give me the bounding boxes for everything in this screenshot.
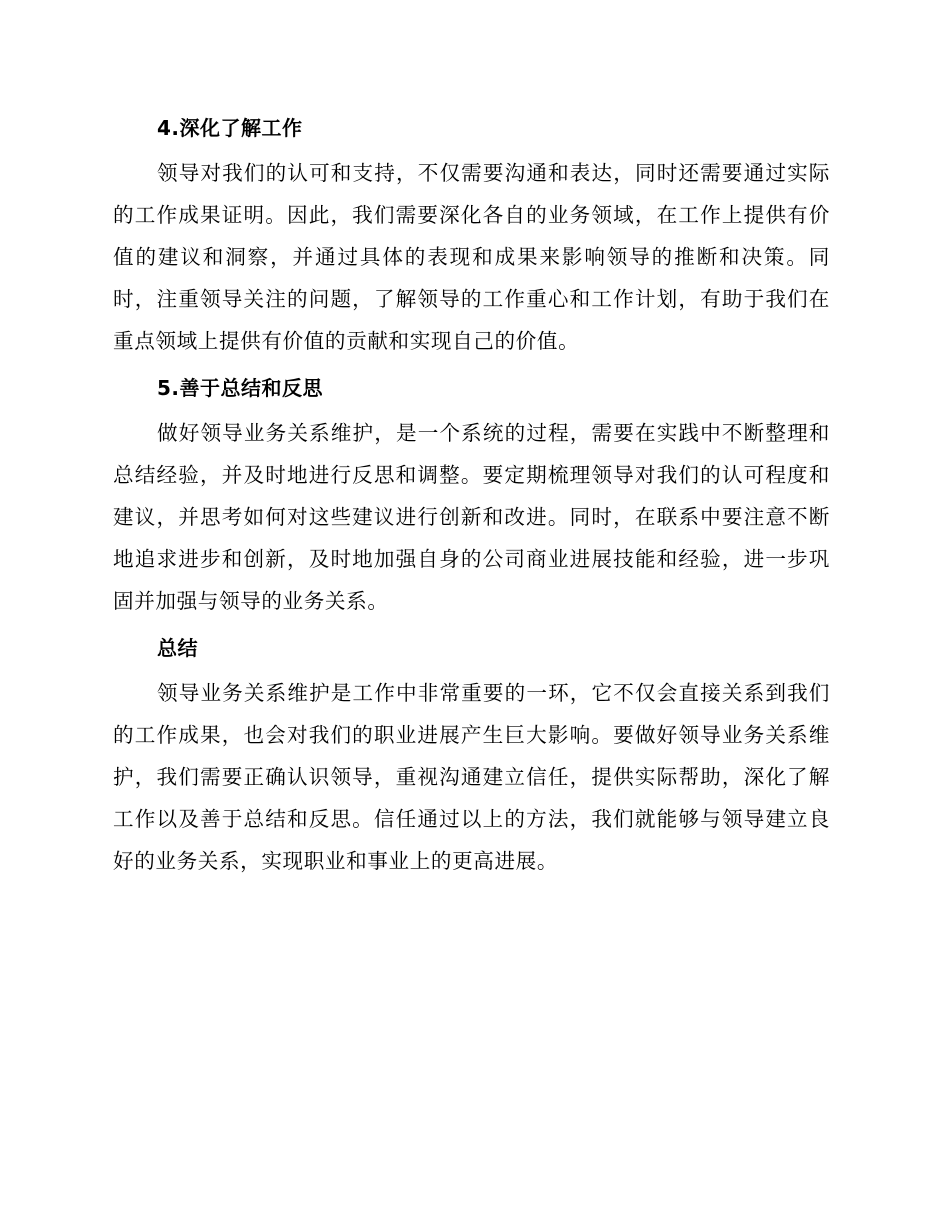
section-paragraph-deepen-understanding: 领导对我们的认可和支持，不仅需要沟通和表达，同时还需要通过实际的工作成果证明。因此，我们需要深化各自的业务领域，在工作上提供有价值的建议和洞察，并通过具体的表现和成果来影响领导的推断和决策。同时，注重领导关注的问题，了解领导的工作重心和工作计划，有助于我们在重点领域上提供有价值的贡献和实现自己的价值。 <box>113 161 830 353</box>
section-paragraph-summarize-reflect: 做好领导业务关系维护，是一个系统的过程，需要在实践中不断整理和总结经验，并及时地进行反思和调整。要定期梳理领导对我们的认可程度和建议，并思考如何对这些建议进行创新和改进。同时，在联系中要注意不断地追求进步和创新，及时地加强自身的公司商业进展技能和经验，进一步巩固并加强与领导的业务关系。 <box>113 421 830 613</box>
section-heading-deepen-understanding: 4.深化了解工作 <box>157 116 303 140</box>
section-heading-summarize-reflect: 5.善于总结和反思 <box>157 376 324 400</box>
section-heading-conclusion: 总结 <box>157 636 198 660</box>
section-paragraph-conclusion: 领导业务关系维护是工作中非常重要的一环，它不仅会直接关系到我们的工作成果，也会对我们的职业进展产生巨大影响。要做好领导业务关系维护，我们需要正确认识领导，重视沟通建立信任，提供实际帮助，深化了解工作以及善于总结和反思。信任通过以上的方法，我们就能够与领导建立良好的业务关系，实现职业和事业上的更高进展。 <box>113 681 830 873</box>
document-page <box>113 110 830 890</box>
